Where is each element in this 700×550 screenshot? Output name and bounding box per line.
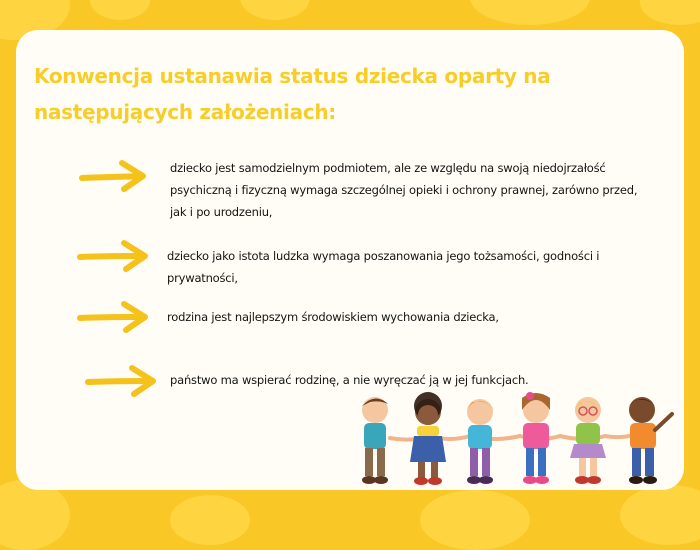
children-holding-hands-illustration bbox=[350, 390, 680, 490]
arrow-right-icon bbox=[78, 158, 150, 194]
arrow-right-icon bbox=[76, 300, 152, 336]
item-text: państwo ma wspierać rodzinę, a nie wyręczać ją w jej funkcjach. bbox=[170, 373, 529, 387]
bg-bubble bbox=[640, 0, 700, 25]
bg-bubble bbox=[90, 0, 150, 20]
child-figure bbox=[629, 397, 672, 484]
arrow-right-icon bbox=[76, 238, 152, 274]
bg-bubble bbox=[0, 480, 70, 550]
child-figure bbox=[362, 397, 388, 484]
bg-bubble bbox=[240, 0, 310, 20]
bg-bubble bbox=[170, 495, 250, 545]
page-title: Konwencja ustanawia status dziecka oparty na następujących założeniach: bbox=[34, 64, 551, 124]
arrow-right-icon bbox=[84, 364, 160, 400]
bg-bubble bbox=[420, 490, 530, 550]
item-text: dziecko jako istota ludzka wymaga poszanowania jego tożsamości, godności i prywatności, bbox=[167, 249, 600, 285]
child-figure bbox=[522, 392, 550, 484]
bg-bubble bbox=[470, 0, 590, 25]
item-text: dziecko jest samodzielnym podmiotem, ale ze względu na swoją niedojrzałość psychiczną i fizyczną wymaga szczególnej opieki i ochrony prawnej, zarówno przed, jak i po urodzeniu, bbox=[170, 161, 638, 219]
item-text: rodzina jest najlepszym środowiskiem wychowania dziecka, bbox=[167, 310, 499, 324]
bg-bubble bbox=[620, 485, 700, 545]
child-figure bbox=[410, 392, 446, 485]
child-figure bbox=[466, 399, 494, 484]
